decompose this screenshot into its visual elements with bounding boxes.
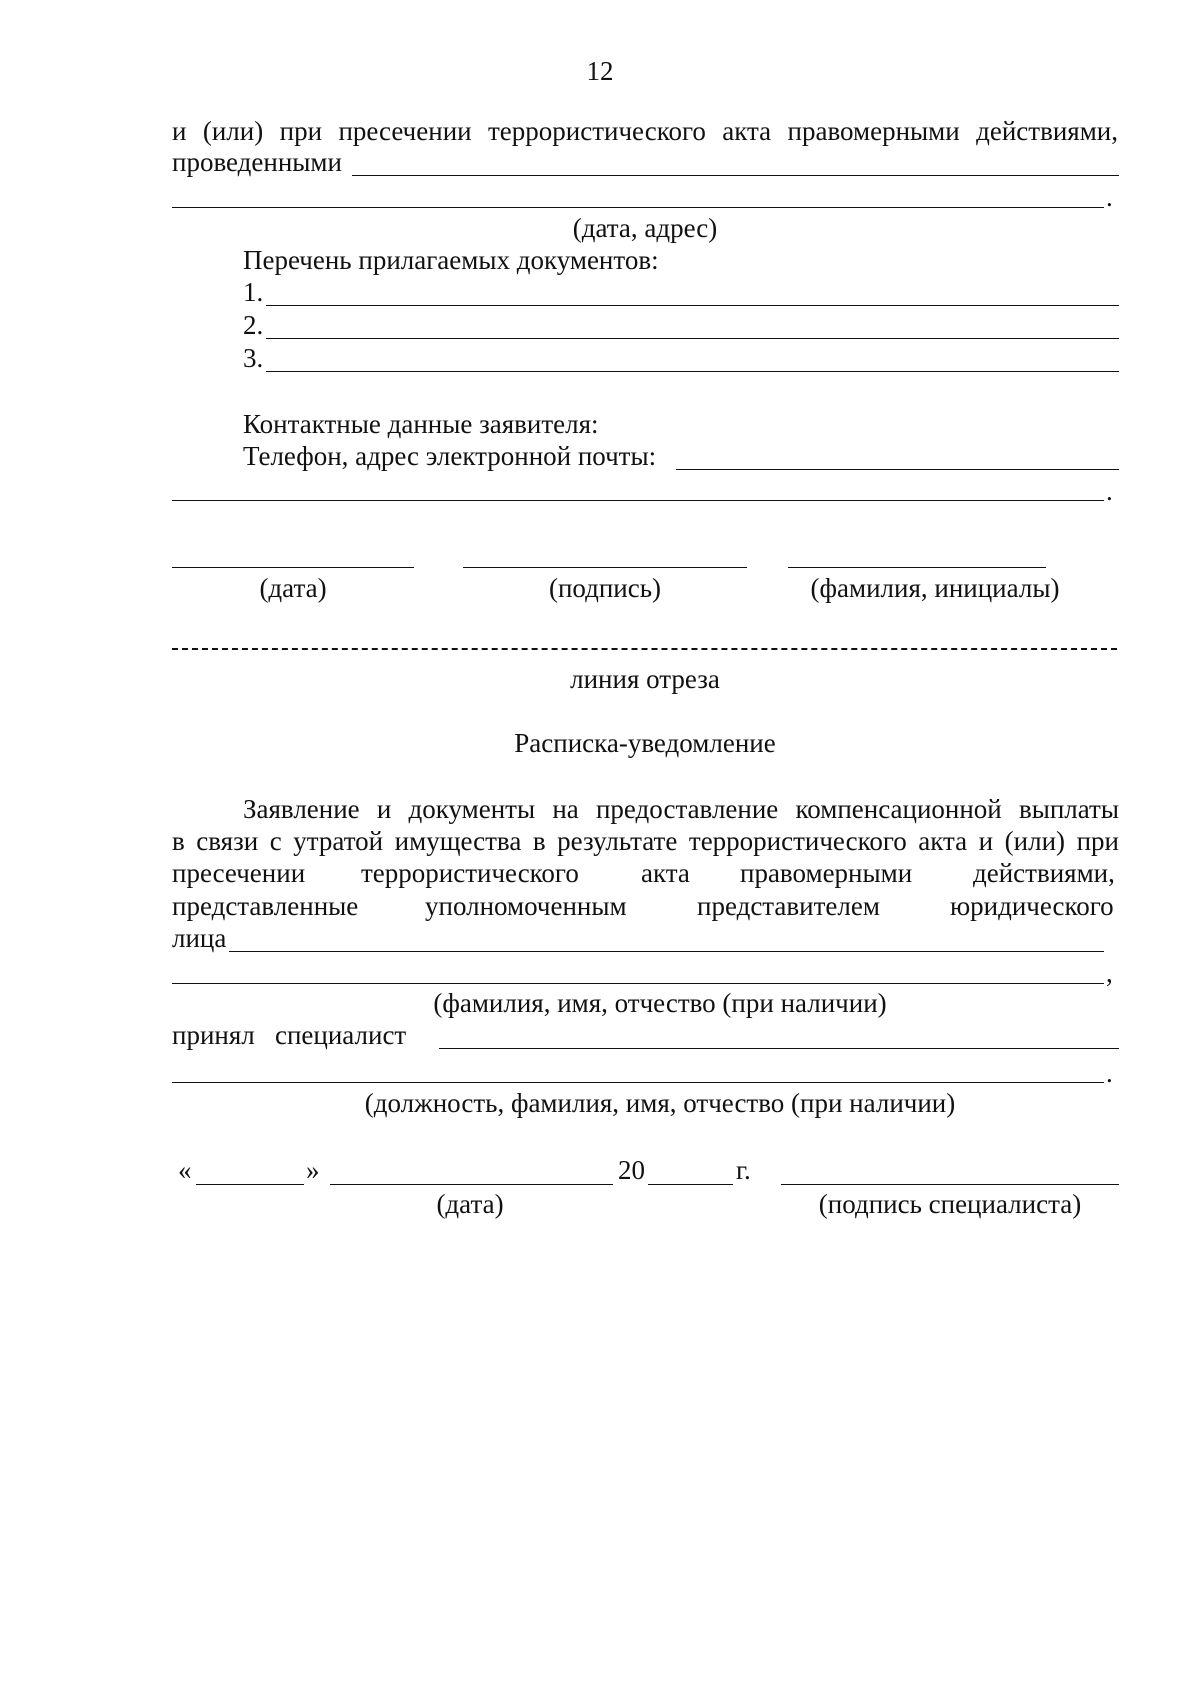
receipt-fio-caption: (фамилия, имя, отчество (при наличии) (433, 988, 887, 1018)
receipt-line-4-word-2: уполномоченным (425, 891, 627, 921)
receipt-line-4-word-1: представленные (172, 891, 359, 921)
receipt-line-3-word-4: правомерными (740, 858, 913, 888)
receipt-specialist-field-2[interactable] (172, 1082, 1104, 1083)
blank-line-date-address[interactable] (172, 207, 1104, 208)
receipt-date-caption: (дата) (436, 1189, 504, 1219)
receipt-month-field[interactable] (330, 1184, 613, 1185)
blank-line-conducted-by[interactable] (352, 175, 1119, 176)
document-item-1-field[interactable] (266, 305, 1119, 306)
receipt-line-3-word-2: террористического (361, 858, 579, 888)
receipt-specialist-signature-field[interactable] (781, 1184, 1119, 1185)
receipt-accepted-label: принял специалист (172, 1020, 407, 1050)
applicant-signature-field[interactable] (463, 567, 747, 568)
receipt-line-3-word-3: акта (641, 858, 690, 888)
intro-line-3-end: . (1106, 182, 1113, 212)
documents-heading: Перечень прилагаемых документов: (243, 245, 659, 275)
receipt-legal-entity-label: лица (172, 923, 227, 953)
document-item-3-number: 3. (243, 343, 264, 373)
receipt-paragraph-line-2: в связи с утратой имущества в результате террористического акта и (или) при (172, 826, 1119, 856)
receipt-specialist-field[interactable] (439, 1048, 1119, 1049)
receipt-line-4-word-3: представителем (697, 891, 880, 921)
cut-line-label: линия отреза (570, 664, 720, 694)
intro-line-2-label: проведенными (172, 147, 342, 177)
receipt-year-prefix: 20 (618, 1155, 645, 1185)
receipt-legal-entity-field[interactable] (229, 951, 1104, 952)
receipt-specialist-end: . (1106, 1058, 1113, 1088)
applicant-name-caption: (фамилия, инициалы) (810, 573, 1060, 603)
date-address-caption: (дата, адрес) (572, 213, 718, 243)
receipt-line-3-word-5: действиями, (973, 858, 1115, 888)
contacts-heading: Контактные данные заявителя: (243, 409, 599, 439)
document-item-2-number: 2. (243, 310, 264, 340)
receipt-year-field[interactable] (648, 1184, 733, 1185)
receipt-position-caption: (должность, фамилия, имя, отчество (при наличии) (364, 1088, 956, 1118)
contacts-end: . (1106, 476, 1113, 506)
applicant-date-field[interactable] (172, 567, 414, 568)
intro-line-1: и (или) при пресечении террористического акта правомерными действиями, (172, 116, 1118, 146)
page-number: 12 (586, 56, 614, 86)
receipt-date-open-quote: « (178, 1155, 192, 1185)
receipt-title: Расписка-уведомление (514, 728, 776, 758)
applicant-date-caption: (дата) (259, 573, 327, 603)
contacts-phone-label: Телефон, адрес электронной почты: (243, 441, 657, 471)
document-item-1-number: 1. (243, 277, 264, 307)
receipt-line-3-word-1: пресечении (172, 858, 306, 888)
document-item-2-field[interactable] (266, 338, 1119, 339)
receipt-date-close-quote: » (306, 1155, 320, 1185)
applicant-name-field[interactable] (788, 567, 1046, 568)
document-item-3-field[interactable] (266, 371, 1119, 372)
receipt-specialist-signature-caption: (подпись специалиста) (818, 1189, 1082, 1219)
cut-line (172, 648, 1117, 650)
receipt-legal-entity-end: , (1106, 958, 1113, 988)
contacts-extra-field[interactable] (172, 500, 1104, 501)
receipt-day-field[interactable] (196, 1184, 304, 1185)
contacts-phone-field[interactable] (676, 469, 1119, 470)
receipt-year-suffix: г. (736, 1155, 751, 1185)
receipt-line-4-word-4: юридического (950, 891, 1114, 921)
receipt-paragraph-line-1: Заявление и документы на предоставление компенсационной выплаты (243, 794, 1119, 824)
applicant-signature-caption: (подпись) (548, 573, 662, 603)
receipt-legal-entity-field-2[interactable] (172, 983, 1104, 984)
